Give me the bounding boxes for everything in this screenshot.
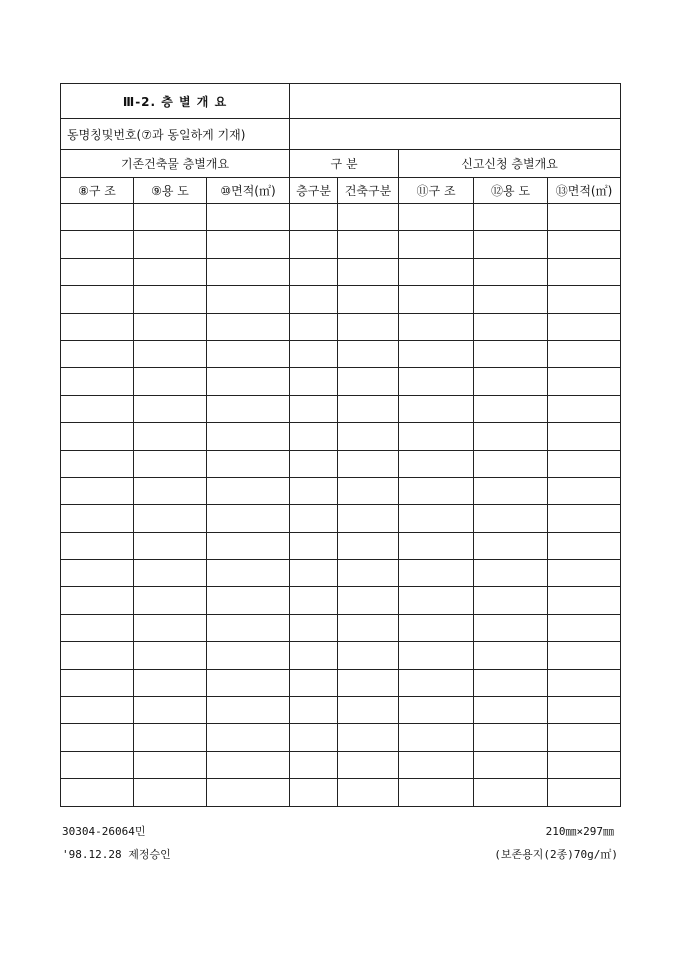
table-cell[interactable] xyxy=(399,669,474,696)
table-cell[interactable] xyxy=(338,286,399,313)
paper-size: 210㎜×297㎜ xyxy=(545,825,614,838)
table-cell[interactable] xyxy=(207,751,290,778)
table-cell[interactable] xyxy=(399,395,474,422)
table-cell[interactable] xyxy=(474,395,548,422)
table-row xyxy=(61,231,621,258)
table-row xyxy=(61,204,621,231)
table-cell[interactable] xyxy=(290,724,338,751)
table-cell[interactable] xyxy=(474,614,548,641)
floor-table xyxy=(60,149,621,807)
table-cell[interactable] xyxy=(474,724,548,751)
table-cell[interactable] xyxy=(207,395,290,422)
building-name-label: 동명칭및번호(⑦과 동일하게 기재) xyxy=(61,119,290,150)
table-cell[interactable] xyxy=(290,231,338,258)
table-cell[interactable] xyxy=(207,505,290,532)
table-cell[interactable] xyxy=(338,340,399,367)
table-cell[interactable] xyxy=(134,532,207,559)
table-row xyxy=(61,560,621,587)
table-cell[interactable] xyxy=(548,532,621,559)
table-cell[interactable] xyxy=(61,313,134,340)
table-cell[interactable] xyxy=(399,642,474,669)
table-cell[interactable] xyxy=(338,587,399,614)
table-cell[interactable] xyxy=(399,779,474,806)
table-cell[interactable] xyxy=(207,642,290,669)
table-cell[interactable] xyxy=(399,340,474,367)
floor-table-body xyxy=(61,204,621,807)
table-row xyxy=(61,313,621,340)
table-cell[interactable] xyxy=(134,779,207,806)
table-cell[interactable] xyxy=(548,231,621,258)
table-cell[interactable] xyxy=(134,231,207,258)
table-cell[interactable] xyxy=(338,477,399,504)
table-cell[interactable] xyxy=(207,724,290,751)
table-row xyxy=(61,286,621,313)
table-cell[interactable] xyxy=(548,614,621,641)
table-cell[interactable] xyxy=(338,697,399,724)
table-cell[interactable] xyxy=(548,751,621,778)
table-cell[interactable] xyxy=(548,258,621,285)
table-cell[interactable] xyxy=(134,477,207,504)
table-cell[interactable] xyxy=(207,231,290,258)
table-cell[interactable] xyxy=(61,560,134,587)
table-cell[interactable] xyxy=(338,532,399,559)
table-cell[interactable] xyxy=(399,450,474,477)
building-name-value-cell[interactable] xyxy=(290,119,621,150)
existing-group-header: 기존건축물 층별개요 xyxy=(61,150,290,178)
table-cell[interactable] xyxy=(207,560,290,587)
table-cell[interactable] xyxy=(61,450,134,477)
table-cell[interactable] xyxy=(134,614,207,641)
table-cell[interactable] xyxy=(207,477,290,504)
table-cell[interactable] xyxy=(338,423,399,450)
table-cell[interactable] xyxy=(474,505,548,532)
table-row xyxy=(61,779,621,806)
table-cell[interactable] xyxy=(338,669,399,696)
table-cell[interactable] xyxy=(338,751,399,778)
table-cell[interactable] xyxy=(207,286,290,313)
table-cell[interactable] xyxy=(61,724,134,751)
table-row xyxy=(61,642,621,669)
table-cell[interactable] xyxy=(338,395,399,422)
table-cell[interactable] xyxy=(338,724,399,751)
table-cell[interactable] xyxy=(61,697,134,724)
table-cell[interactable] xyxy=(61,751,134,778)
table-cell[interactable] xyxy=(290,423,338,450)
table-cell[interactable] xyxy=(290,614,338,641)
table-row xyxy=(61,477,621,504)
table-cell[interactable] xyxy=(207,368,290,395)
reported-group-header: 신고신청 층별개요 xyxy=(399,150,621,178)
table-cell[interactable] xyxy=(207,697,290,724)
table-cell[interactable] xyxy=(338,642,399,669)
table-cell[interactable] xyxy=(399,560,474,587)
table-cell[interactable] xyxy=(134,286,207,313)
table-cell[interactable] xyxy=(134,395,207,422)
table-cell[interactable] xyxy=(207,204,290,231)
table-cell[interactable] xyxy=(474,532,548,559)
table-cell[interactable] xyxy=(399,587,474,614)
table-cell[interactable] xyxy=(548,477,621,504)
table-cell[interactable] xyxy=(61,587,134,614)
table-cell[interactable] xyxy=(399,477,474,504)
table-cell[interactable] xyxy=(61,368,134,395)
table-cell[interactable] xyxy=(399,368,474,395)
table-cell[interactable] xyxy=(338,231,399,258)
table-cell[interactable] xyxy=(290,505,338,532)
table-row xyxy=(61,423,621,450)
table-cell[interactable] xyxy=(474,231,548,258)
division-group-header: 구 분 xyxy=(290,150,399,178)
table-cell[interactable] xyxy=(338,368,399,395)
table-cell[interactable] xyxy=(61,477,134,504)
table-cell[interactable] xyxy=(207,340,290,367)
table-cell[interactable] xyxy=(290,779,338,806)
table-cell[interactable] xyxy=(207,614,290,641)
table-row xyxy=(61,340,621,367)
table-cell[interactable] xyxy=(399,697,474,724)
table-cell[interactable] xyxy=(134,642,207,669)
table-cell[interactable] xyxy=(290,204,338,231)
paper-spec: (보존용지(2종)70g/㎡) xyxy=(494,848,618,861)
table-cell[interactable] xyxy=(399,505,474,532)
table-cell[interactable] xyxy=(399,313,474,340)
table-cell[interactable] xyxy=(338,614,399,641)
table-cell[interactable] xyxy=(290,532,338,559)
table-row xyxy=(61,724,621,751)
table-cell[interactable] xyxy=(474,340,548,367)
table-cell[interactable] xyxy=(61,642,134,669)
table-cell[interactable] xyxy=(61,231,134,258)
table-cell[interactable] xyxy=(548,697,621,724)
table-cell[interactable] xyxy=(290,395,338,422)
table-cell[interactable] xyxy=(548,204,621,231)
table-row xyxy=(61,669,621,696)
table-cell[interactable] xyxy=(338,258,399,285)
table-cell[interactable] xyxy=(474,587,548,614)
table-cell[interactable] xyxy=(134,423,207,450)
table-cell[interactable] xyxy=(290,560,338,587)
section-title-value-cell[interactable] xyxy=(290,84,621,119)
table-cell[interactable] xyxy=(61,286,134,313)
table-row xyxy=(61,697,621,724)
table-cell[interactable] xyxy=(474,779,548,806)
table-cell[interactable] xyxy=(61,532,134,559)
table-cell[interactable] xyxy=(474,423,548,450)
table-row xyxy=(61,505,621,532)
table-cell[interactable] xyxy=(548,450,621,477)
table-row xyxy=(61,368,621,395)
table-cell[interactable] xyxy=(207,779,290,806)
section-title: Ⅲ-2. 층 별 개 요 xyxy=(61,84,290,119)
table-cell[interactable] xyxy=(134,204,207,231)
table-row xyxy=(61,450,621,477)
table-cell[interactable] xyxy=(474,286,548,313)
table-cell[interactable] xyxy=(338,450,399,477)
table-cell[interactable] xyxy=(207,669,290,696)
table-cell[interactable] xyxy=(290,368,338,395)
col-header-structure-reported: ⑪구 조 xyxy=(399,178,474,204)
table-cell[interactable] xyxy=(474,477,548,504)
table-cell[interactable] xyxy=(474,258,548,285)
table-cell[interactable] xyxy=(134,751,207,778)
table-cell[interactable] xyxy=(290,642,338,669)
table-cell[interactable] xyxy=(134,505,207,532)
table-cell[interactable] xyxy=(548,669,621,696)
table-cell[interactable] xyxy=(134,340,207,367)
table-cell[interactable] xyxy=(474,669,548,696)
table-cell[interactable] xyxy=(548,368,621,395)
table-cell[interactable] xyxy=(134,697,207,724)
table-cell[interactable] xyxy=(474,751,548,778)
table-cell[interactable] xyxy=(134,724,207,751)
table-cell[interactable] xyxy=(290,450,338,477)
table-cell[interactable] xyxy=(474,697,548,724)
table-cell[interactable] xyxy=(207,313,290,340)
table-cell[interactable] xyxy=(61,779,134,806)
table-cell[interactable] xyxy=(548,395,621,422)
table-cell[interactable] xyxy=(61,614,134,641)
col-header-use-existing: ⑨용 도 xyxy=(134,178,207,204)
table-cell[interactable] xyxy=(399,532,474,559)
table-row xyxy=(61,532,621,559)
table-cell[interactable] xyxy=(290,477,338,504)
table-cell[interactable] xyxy=(61,669,134,696)
table-cell[interactable] xyxy=(61,204,134,231)
col-header-structure-existing: ⑧구 조 xyxy=(61,178,134,204)
table-cell[interactable] xyxy=(61,505,134,532)
table-cell[interactable] xyxy=(474,642,548,669)
table-cell[interactable] xyxy=(134,450,207,477)
table-cell[interactable] xyxy=(338,204,399,231)
table-cell[interactable] xyxy=(134,560,207,587)
table-cell[interactable] xyxy=(399,724,474,751)
table-cell[interactable] xyxy=(548,587,621,614)
table-cell[interactable] xyxy=(338,560,399,587)
table-cell[interactable] xyxy=(134,669,207,696)
table-cell[interactable] xyxy=(290,697,338,724)
table-cell[interactable] xyxy=(474,450,548,477)
table-cell[interactable] xyxy=(290,340,338,367)
table-cell[interactable] xyxy=(207,532,290,559)
table-cell[interactable] xyxy=(290,669,338,696)
table-cell[interactable] xyxy=(399,751,474,778)
table-cell[interactable] xyxy=(134,258,207,285)
table-cell[interactable] xyxy=(399,614,474,641)
table-cell[interactable] xyxy=(207,450,290,477)
table-cell[interactable] xyxy=(290,286,338,313)
table-row xyxy=(61,614,621,641)
table-row xyxy=(61,751,621,778)
table-cell[interactable] xyxy=(61,395,134,422)
approval-note: '98.12.28 제정승인 xyxy=(62,848,171,861)
table-cell[interactable] xyxy=(61,423,134,450)
table-cell[interactable] xyxy=(399,423,474,450)
table-row xyxy=(61,258,621,285)
form-header-table xyxy=(60,83,621,150)
table-cell[interactable] xyxy=(207,423,290,450)
table-cell[interactable] xyxy=(548,505,621,532)
col-header-use-reported: ⑫용 도 xyxy=(474,178,548,204)
table-cell[interactable] xyxy=(134,313,207,340)
table-cell[interactable] xyxy=(338,505,399,532)
table-cell[interactable] xyxy=(207,587,290,614)
table-cell[interactable] xyxy=(474,204,548,231)
table-cell[interactable] xyxy=(61,258,134,285)
table-cell[interactable] xyxy=(290,313,338,340)
floor-overview-form xyxy=(60,83,620,807)
table-cell[interactable] xyxy=(474,368,548,395)
table-cell[interactable] xyxy=(474,560,548,587)
table-cell[interactable] xyxy=(548,724,621,751)
table-row xyxy=(61,395,621,422)
table-cell[interactable] xyxy=(338,779,399,806)
table-cell[interactable] xyxy=(399,231,474,258)
col-header-area-reported: ⑬면적(㎡) xyxy=(548,178,621,204)
table-cell[interactable] xyxy=(548,286,621,313)
table-cell[interactable] xyxy=(399,204,474,231)
table-cell[interactable] xyxy=(548,313,621,340)
table-cell[interactable] xyxy=(548,779,621,806)
table-cell[interactable] xyxy=(290,258,338,285)
table-cell[interactable] xyxy=(474,313,548,340)
table-cell[interactable] xyxy=(61,340,134,367)
col-header-building-division: 건축구분 xyxy=(338,178,399,204)
table-cell[interactable] xyxy=(134,368,207,395)
table-cell[interactable] xyxy=(207,258,290,285)
table-cell[interactable] xyxy=(290,751,338,778)
table-row xyxy=(61,587,621,614)
table-cell[interactable] xyxy=(399,286,474,313)
table-cell[interactable] xyxy=(548,340,621,367)
table-cell[interactable] xyxy=(548,560,621,587)
table-cell[interactable] xyxy=(290,587,338,614)
table-cell[interactable] xyxy=(338,313,399,340)
col-header-floor-division: 층구분 xyxy=(290,178,338,204)
col-header-area-existing: ⑩면적(㎡) xyxy=(207,178,290,204)
table-cell[interactable] xyxy=(548,423,621,450)
table-cell[interactable] xyxy=(134,587,207,614)
form-number: 30304-26064민 xyxy=(62,825,146,838)
table-cell[interactable] xyxy=(399,258,474,285)
table-cell[interactable] xyxy=(548,642,621,669)
